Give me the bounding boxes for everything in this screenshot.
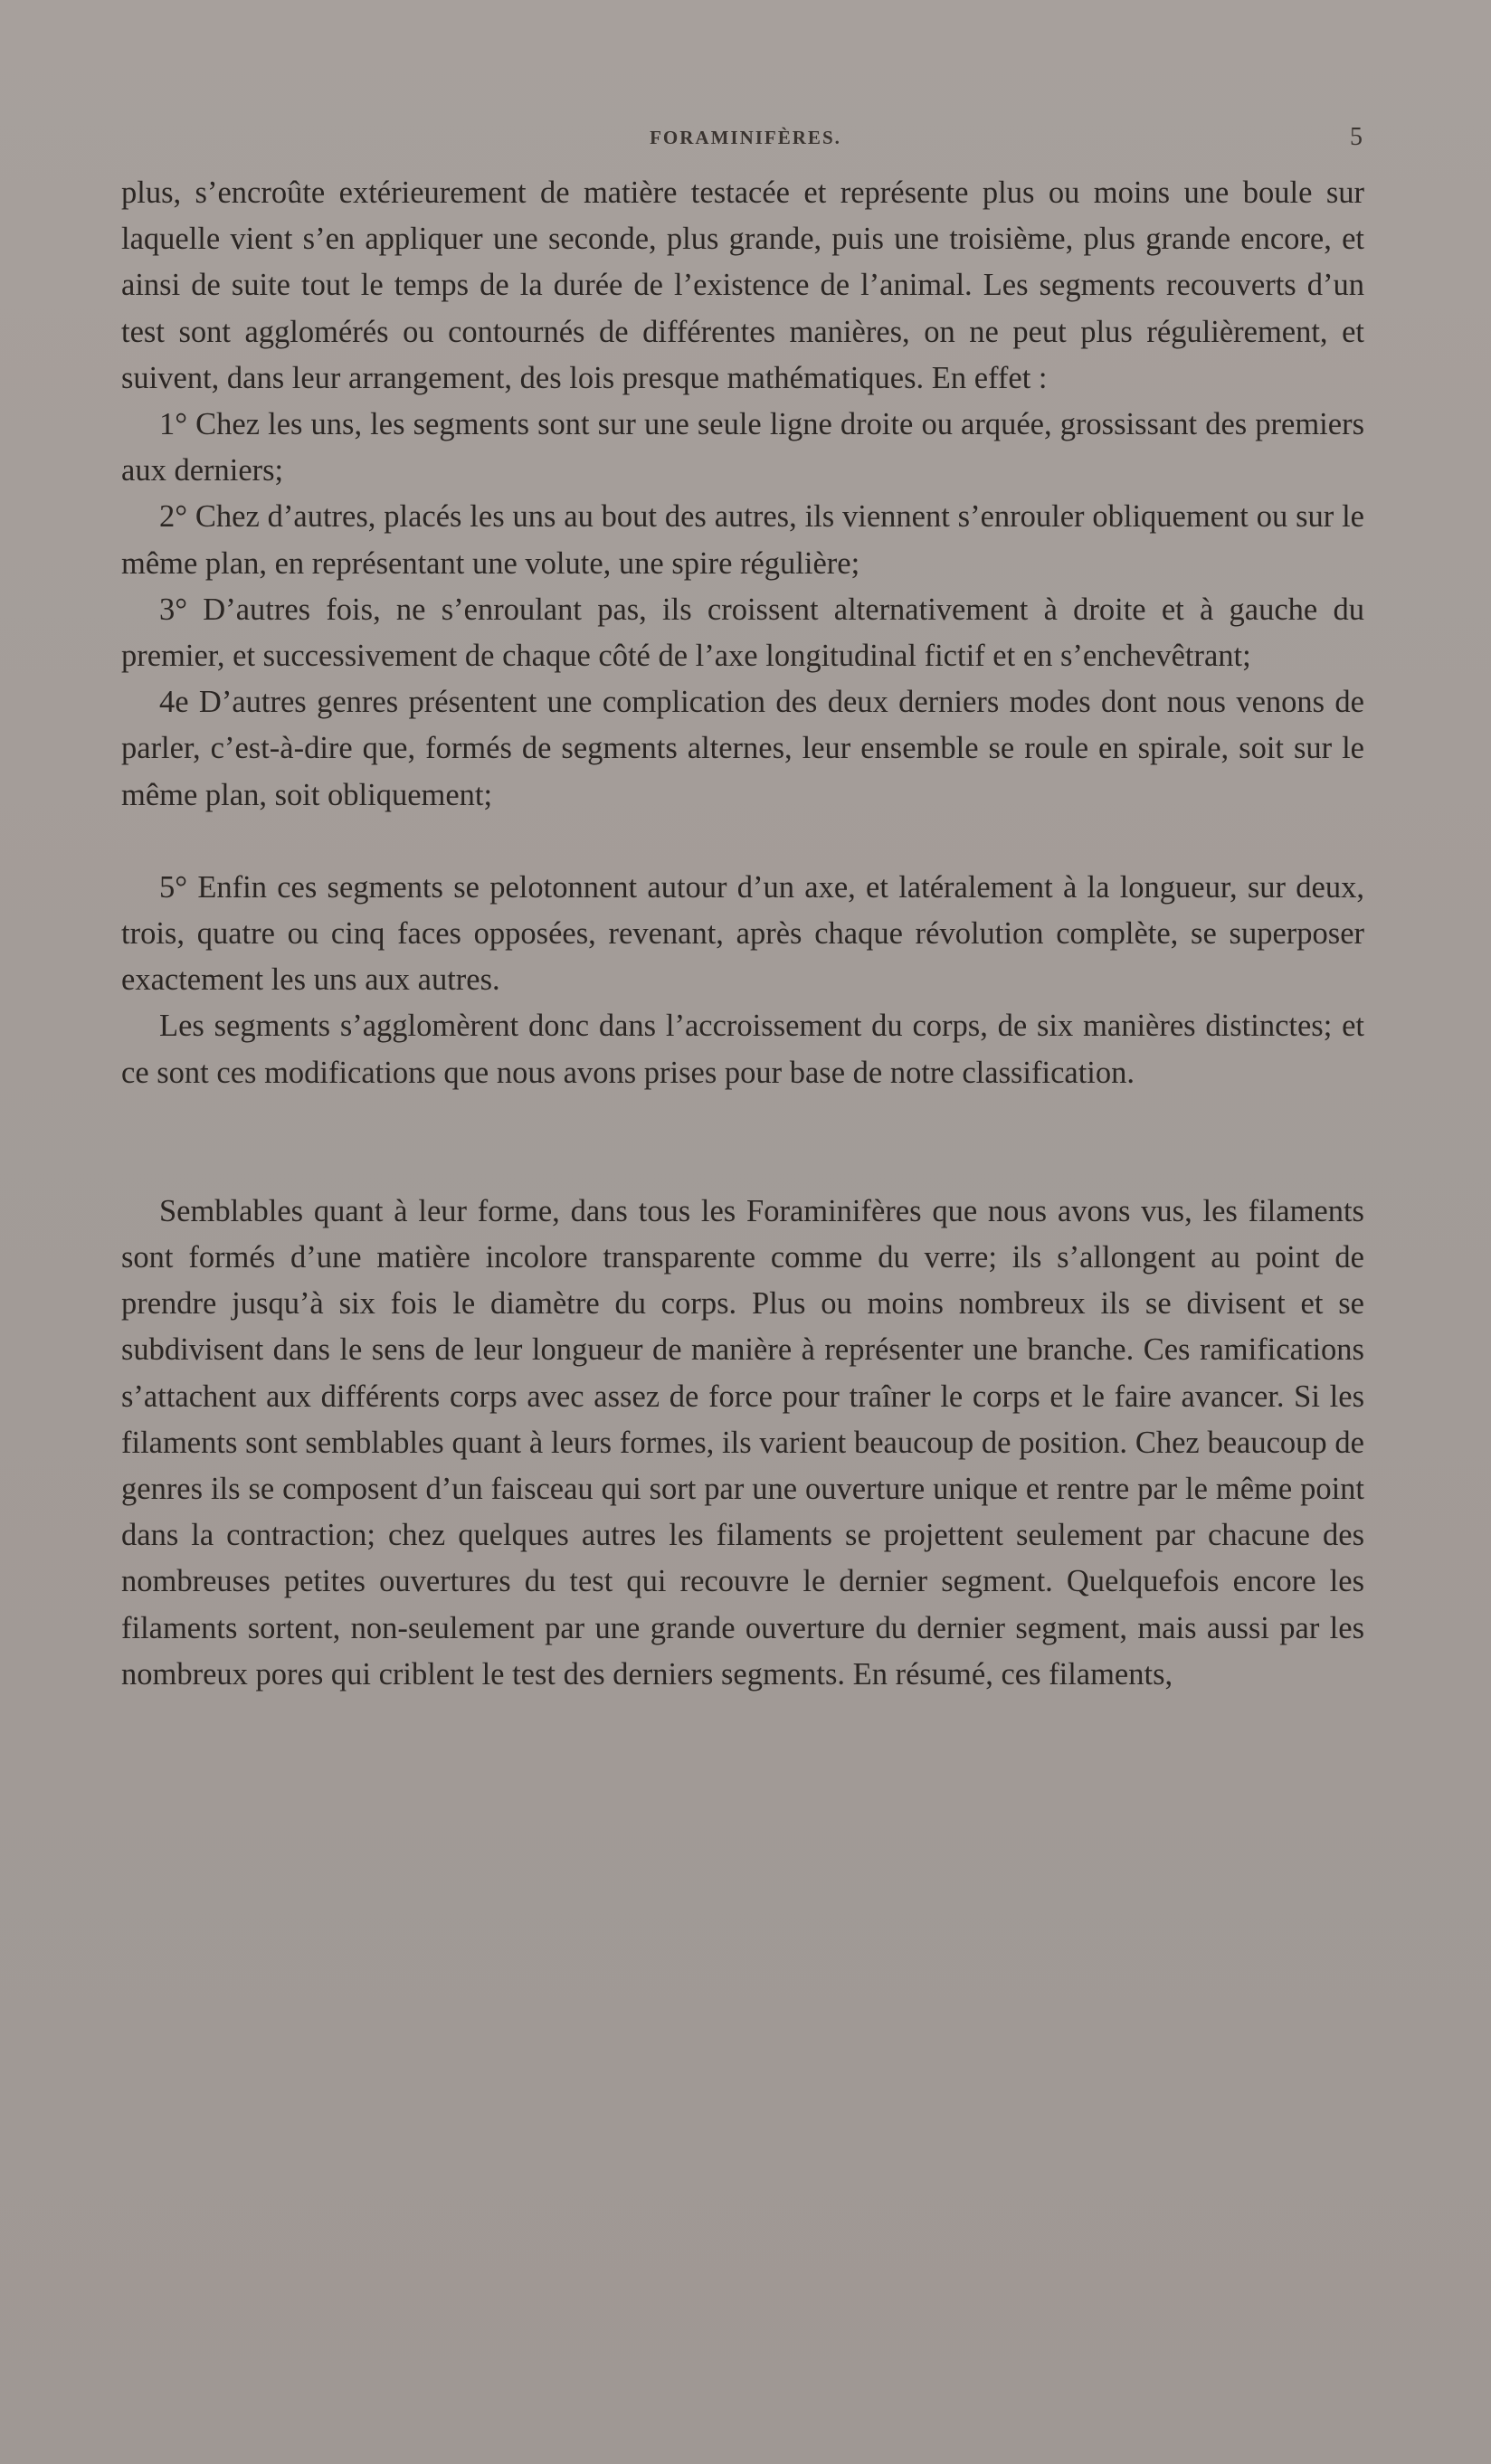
paragraph-rule-1: 1° Chez les uns, les segments sont sur une seule ligne droite ou arquée, grossissant des premiers aux derniers; [121,407,1364,488]
paragraph-continuation: plus, s’encroûte extérieurement de matière testacée et représente plus ou moins une boule sur laquelle vient s’en appliquer une seconde, plus grande, puis une troisième, plus grande encore, et ainsi de suite tout le temps de la durée de l’existence de l’animal. Les segments recouverts d’un test sont agglomérés ou contournés de différentes manières, on ne peut plus régulièrement, et suivent, dans leur arrangement, des lois presque mathématiques. En effet : [121,175,1364,395]
paragraph-filaments: Semblables quant à leur forme, dans tous les Foraminifères que nous avons vus, les filaments sont formés d’une matière incolore transparente comme du verre; ils s’allongent au point de prendre jusqu’à six fois le diamètre du corps. Plus ou moins nombreux ils se divisent et se subdivisent dans le sens de leur longueur de manière à représenter une branche. Ces ramifications s’attachent aux différents corps avec assez de force pour traîner le corps et le faire avancer. Si les filaments sont semblables quant à leurs formes, ils varient beaucoup de position. Chez beaucoup de genres ils se composent d’un faisceau qui sort par une ouverture unique et rentre par le même point dans la contraction; chez quelques autres les filaments se projettent seulement par chacune des nombreuses petites ouvertures du test qui recouvre le dernier segment. Quelquefois encore les filaments sortent, non-seulement par une grande ouverture du dernier segment, mais aussi par les nombreux pores qui criblent le test des derniers segments. En résumé, ces filaments, [121,1193,1364,1692]
page-number: 5 [1350,123,1363,151]
paragraph-rule-3: 3° D’autres fois, ne s’enroulant pas, ils croissent alternativement à droite et à gauche du premier, et successivement de chaque côté de l’axe longitudinal fictif et en s’enchevêtrant; [121,592,1364,674]
paragraph-rule-4: 4e D’autres genres présentent une complication des deux derniers modes dont nous venons de parler, c’est-à-dire que, formés de segments alternes, leur ensemble se roule en spirale, soit sur le même plan, soit obliquement; [121,685,1364,812]
running-title: FORAMINIFÈRES. [650,127,841,148]
paragraph-gap [121,819,1364,865]
paragraph-rule-5: 5° Enfin ces segments se pelotonnent autour d’un axe, et latéralement à la longueur, sur deux, trois, quatre ou cinq faces opposées, revenant, après chaque révolution complète, se superposer exactement les uns aux autres. [121,869,1364,998]
running-head [0,123,1491,159]
section-gap [121,1096,1364,1189]
paragraph-rule-2: 2° Chez d’autres, placés les uns au bout des autres, ils viennent s’enrouler obliquement ou sur le même plan, en représentant une volute, une spire régulière; [121,499,1364,581]
paragraph-summary: Les segments s’agglomèrent donc dans l’accroissement du corps, de six manières distinctes; et ce sont ces modifications que nous avons prises pour base de notre classification. [121,1009,1364,1090]
body-text [121,170,1364,1698]
